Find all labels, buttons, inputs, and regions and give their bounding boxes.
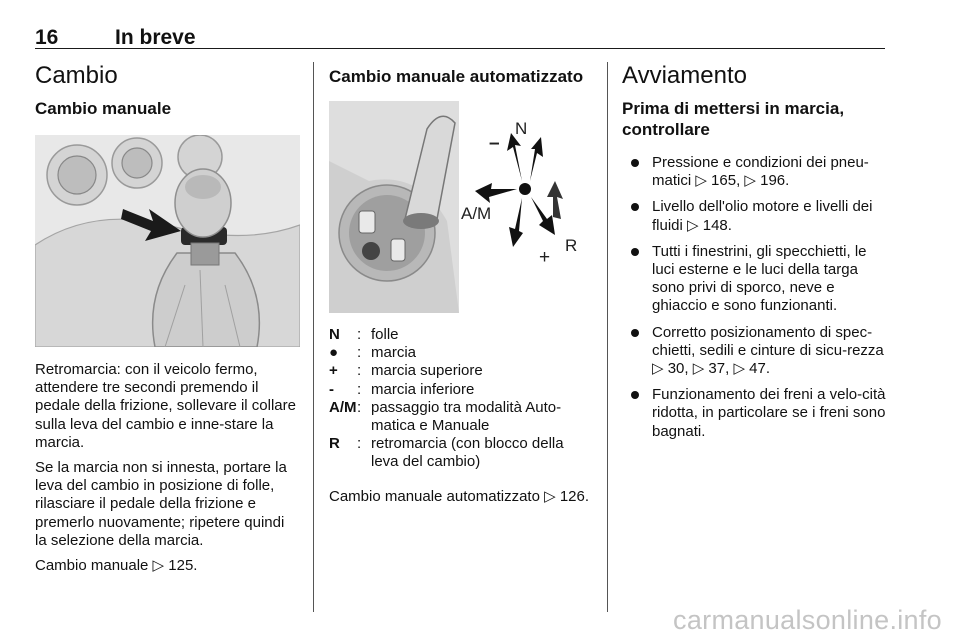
list-item-text: Funzionamento dei freni a velo-cità ridotta, in particolare se i freni sono bagnati. [652,386,886,440]
watermark: carmanualsonline.info [673,605,942,635]
legend-symbol: R [329,435,340,453]
list-item [622,198,888,234]
legend-separator: : [357,344,362,362]
legend-symbol: - [329,380,334,398]
legend-separator: : [357,398,362,416]
shift-pattern-drawing [329,101,591,313]
reference-cambio-automatizzato: Cambio manuale automatizzato ▷ 126. [329,487,590,505]
paragraph-marcia-non-innesta: Se la marcia non si innesta, portare la leva del cambio in posizione di folle, rilasciare il pedale della frizione e premerlo nuovamente; ripetere quindi la selezione della marcia. [35,459,287,549]
page-header [35,22,885,49]
shift-legend [329,326,591,472]
legend-row [329,344,591,362]
column-cambio [35,60,300,582]
column-avviamento [622,60,888,449]
list-item-text: Pressione e condizioni dei pneu-matici ▷ 165, ▷ 196. [652,154,869,190]
legend-text: passaggio tra modalità Auto-matica e Manuale [371,398,562,435]
legend-row [329,399,591,435]
legend-text: marcia inferiore [371,380,475,398]
paragraph-retromarcia: Retromarcia: con il veicolo fermo, attendere tre secondi premendo il pedale della frizione, sollevare il collare sulla leva del cambio e inne-stare la marcia. [35,361,296,451]
list-item [622,243,888,316]
section-title-avviamento: Avviamento [622,62,747,89]
column-divider-1 [313,62,314,612]
diagram-label-plus: + [539,247,551,268]
diagram-label-r: R [565,236,578,255]
list-item [622,386,888,441]
gear-lever-drawing [35,135,300,347]
bullet-icon [631,391,639,399]
legend-symbol: A/M [329,398,357,416]
bullet-icon [631,329,639,337]
legend-row [329,362,591,380]
legend-text: marcia [371,344,417,362]
diagram-label-n: N [515,119,528,138]
legend-text: retromarcia (con blocco della leva del cambio) [371,435,564,471]
legend-separator: : [357,362,362,380]
list-item [622,324,888,379]
legend-row [329,326,591,344]
legend-row [329,435,591,471]
legend-text: marcia superiore [371,362,483,380]
section-title-cambio: Cambio [35,62,118,89]
automated-gearshift-illustration [329,101,591,313]
diagram-label-minus: – [489,133,500,154]
legend-symbol: + [329,362,338,380]
list-item [622,154,888,190]
diagram-label-am: A/M [461,204,492,223]
list-item-text: Tutti i finestrini, gli specchietti, le luci esterne e le luci della targa sono privi di sporco, neve e ghiaccio e sono funzionanti. [652,242,867,315]
legend-separator: : [357,326,362,343]
list-item-text: Livello dell'olio motore e livelli dei fluidi ▷ 148. [652,198,873,234]
page-number: 16 [35,26,59,49]
bullet-icon [631,248,639,256]
subtitle-prima-di-mettersi: Prima di mettersi in marcia, controllare [622,99,845,139]
bullet-icon [631,203,639,211]
reference-cambio-manuale: Cambio manuale ▷ 125. [35,557,198,575]
list-item-text: Corretto posizionamento di spec-chietti, sedili e cinture di sicu-rezza ▷ 30, ▷ 37, ▷ 47. [652,323,884,378]
bullet-icon [631,159,639,167]
legend-separator: : [357,380,362,398]
legend-text: folle [371,326,399,343]
legend-row [329,381,591,399]
subtitle-cambio-manuale: Cambio manuale [35,99,172,118]
column-divider-2 [607,62,608,612]
manual-gearshift-illustration [35,135,300,347]
subtitle-cambio-automatizzato: Cambio manuale automatizzato [329,67,584,86]
column-cambio-automatizzato [329,60,591,513]
checklist [622,154,888,441]
legend-symbol: N [329,326,340,343]
chapter-title: In breve [115,26,196,49]
legend-symbol: ● [329,344,339,362]
legend-separator: : [357,435,362,453]
